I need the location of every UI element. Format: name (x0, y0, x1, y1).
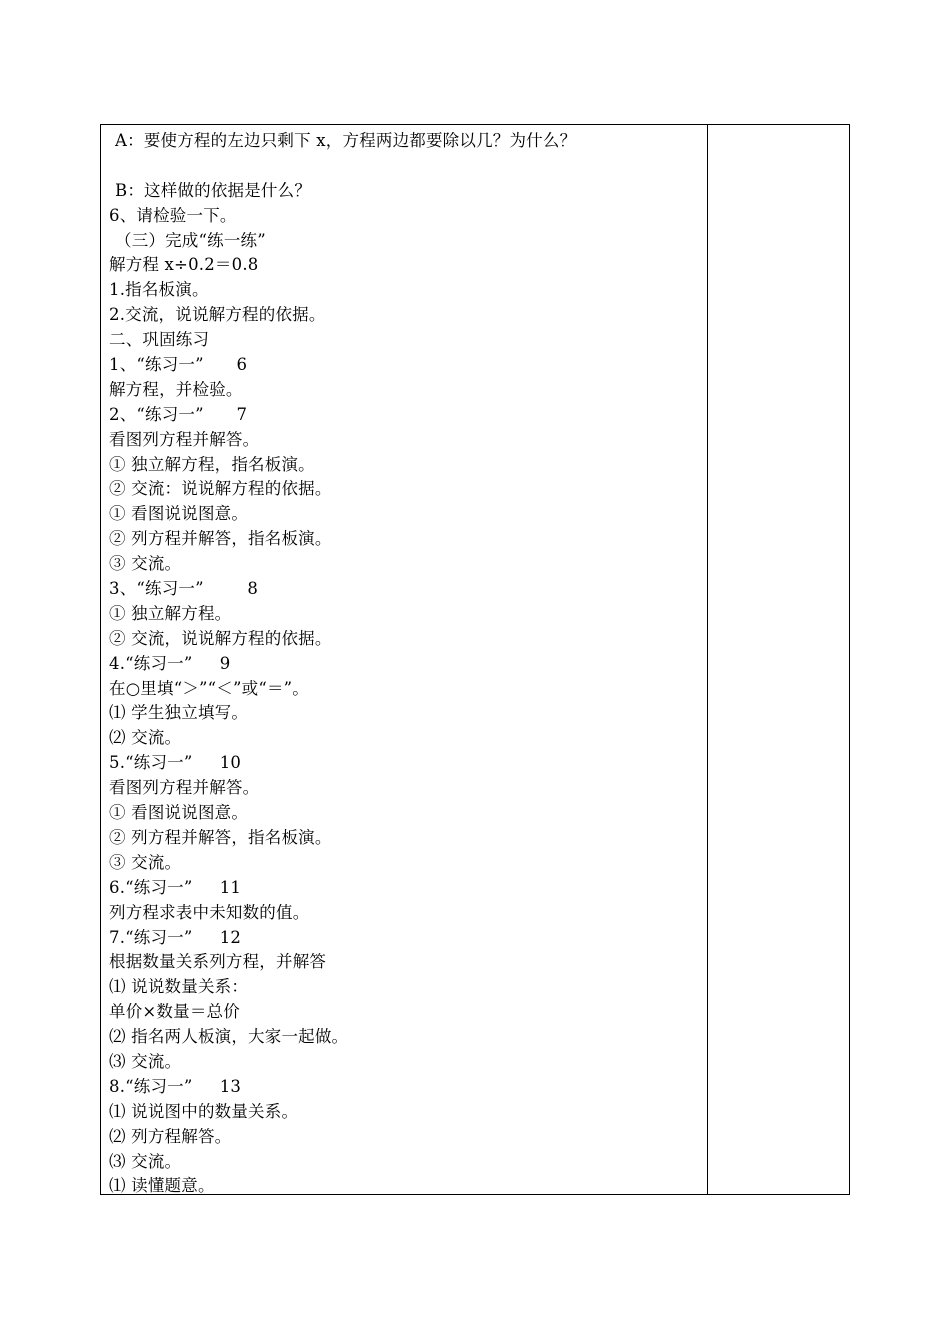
text-line: ② 列方程并解答，指名板演。 (109, 529, 332, 549)
text-line: ① 独立解方程。 (109, 603, 232, 623)
text-line: ⑵ 交流。 (109, 728, 182, 748)
text-line: ⑴ 读懂题意。 (109, 1176, 215, 1196)
text-line: ② 列方程并解答，指名板演。 (109, 827, 332, 847)
text-line: ⑶ 交流。 (109, 1151, 182, 1171)
blank-line (109, 154, 699, 179)
text-line: ③ 交流。 (109, 852, 182, 872)
text-line: ③ 交流。 (109, 554, 182, 574)
notes-cell (708, 125, 849, 1194)
text-line: 1、“练习一” 6 (109, 355, 248, 375)
text-line: ⑵ 指名两人板演，大家一起做。 (109, 1027, 349, 1047)
text-line: 看图列方程并解答。 (109, 778, 260, 798)
text-line: 列方程求表中未知数的值。 (109, 902, 310, 922)
lesson-content-cell (109, 129, 699, 1199)
text-line: ① 看图说说图意。 (109, 803, 249, 823)
text-line: 解方程，并检验。 (109, 379, 243, 399)
text-line: 1.指名板演。 (109, 280, 209, 300)
text-line: ① 独立解方程，指名板演。 (109, 454, 315, 474)
text-line: 在○里填“＞”“＜”或“＝”。 (109, 678, 310, 698)
text-line: ⑵ 列方程解答。 (109, 1126, 232, 1146)
text-line: 2.交流，说说解方程的依据。 (109, 305, 326, 325)
text-line: 7.“练习一” 12 (109, 927, 242, 947)
text-line: 8.“练习一” 13 (109, 1076, 242, 1096)
text-line: 看图列方程并解答。 (109, 429, 260, 449)
text-line: 根据数量关系列方程，并解答 (109, 952, 327, 972)
text-line: ② 交流：说说解方程的依据。 (109, 479, 332, 499)
text-line: ⑴ 说说数量关系： (109, 977, 249, 997)
text-line: ⑴ 学生独立填写。 (109, 703, 249, 723)
text-line: B：这样做的依据是什么？ (115, 180, 312, 200)
text-line: 6.“练习一” 11 (109, 877, 242, 897)
text-line: ① 看图说说图意。 (109, 504, 249, 524)
text-line: 单价×数量＝总价 (109, 1002, 240, 1022)
text-line: 二、巩固练习 (109, 330, 210, 350)
text-line: ⑴ 说说图中的数量关系。 (109, 1101, 299, 1121)
text-line: 解方程 x÷0.2＝0.8 (109, 255, 259, 275)
text-line: 6、请检验一下。 (109, 205, 237, 225)
text-line: ② 交流，说说解方程的依据。 (109, 628, 332, 648)
lesson-plan-table (100, 124, 850, 1195)
text-line: 4.“练习一” 9 (109, 653, 231, 673)
text-line: A：要使方程的左边只剩下 x，方程两边都要除以几？为什么？ (115, 131, 577, 150)
text-line: 5.“练习一” 10 (109, 753, 242, 773)
text-line: 2、“练习一” 7 (109, 404, 248, 424)
text-line: 3、“练习一” 8 (109, 579, 259, 599)
text-line: ⑶ 交流。 (109, 1051, 182, 1071)
text-line: （三）完成“练一练” (115, 230, 266, 250)
